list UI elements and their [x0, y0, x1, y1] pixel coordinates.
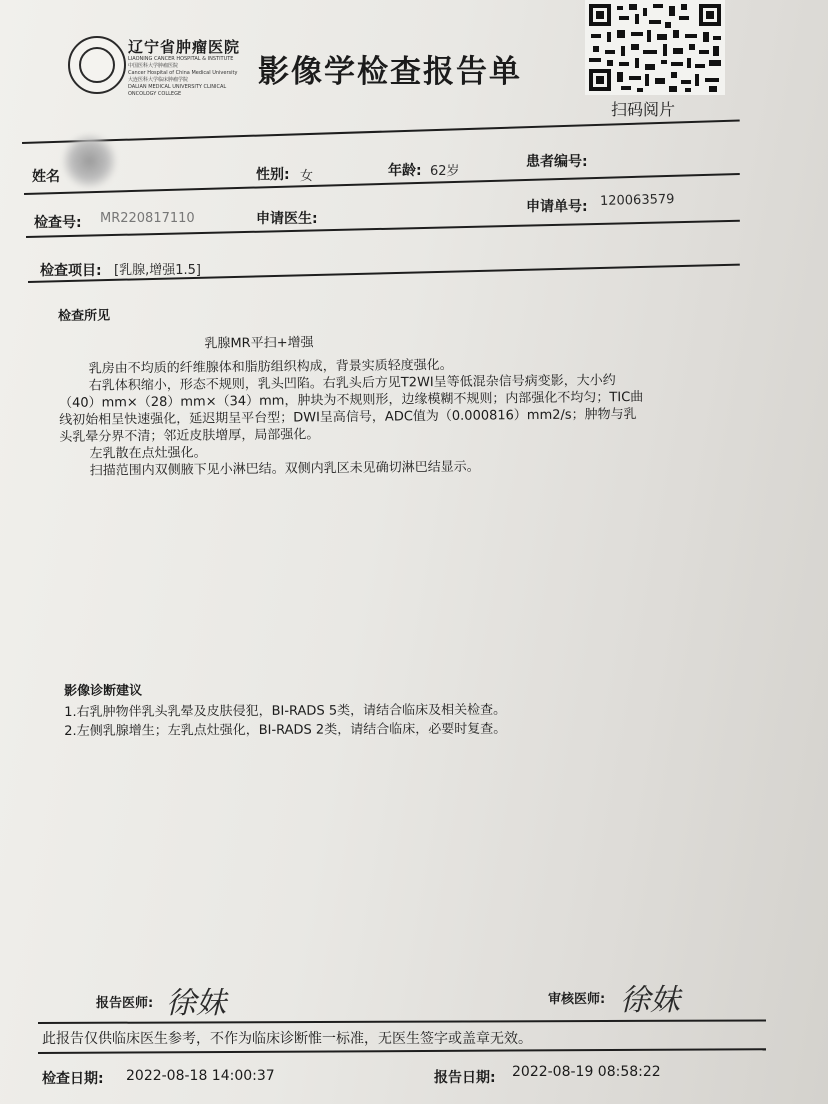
review-doctor-signature: 徐妹	[620, 983, 680, 1018]
divider	[38, 1019, 766, 1024]
request-no-label: 申请单号:	[526, 199, 588, 215]
age-value: 62岁	[430, 164, 460, 179]
item-value: [乳腺,增强1.5]	[114, 263, 201, 278]
hospital-name: 辽宁省肿瘤医院	[128, 38, 241, 56]
age-label: 年龄:	[388, 163, 422, 179]
diagnosis-item: 1.右乳肿物伴乳头乳晕及皮肤侵犯，BI-RADS 5类，请结合临床及相关检查。	[64, 702, 507, 720]
report-date-label: 报告日期:	[434, 1070, 496, 1086]
name-label: 姓名	[32, 169, 60, 185]
findings-text	[59, 354, 720, 480]
findings-line: 线初始相呈快速强化，延迟期呈平台型；DWI呈高信号，ADC值为（0.000816）mm2/s；肿物与乳	[59, 406, 637, 428]
diagnosis-item: 2.左侧乳腺增生；左乳点灶强化，BI-RADS 2类，请结合临床，必要时复查。	[64, 721, 507, 739]
divider	[24, 173, 740, 195]
qr-code-icon[interactable]	[585, 0, 725, 95]
findings-section	[58, 298, 720, 480]
report-title: 影像学检查报告单	[258, 54, 522, 90]
gender-label: 性别:	[256, 167, 290, 183]
divider	[22, 119, 740, 144]
findings-line: 扫描范围内双侧腋下见小淋巴结。双侧内乳区未见确切淋巴结显示。	[89, 459, 480, 479]
exam-date-label: 检查日期:	[42, 1071, 104, 1087]
request-no-value: 120063579	[599, 192, 675, 209]
doctor-label: 申请医生:	[256, 211, 318, 227]
exam-no-label: 检查号:	[34, 215, 82, 231]
exam-no-value: MR220817110	[100, 211, 195, 226]
review-doctor-label: 审核医师:	[548, 992, 606, 1007]
findings-title: 检查所见	[58, 308, 111, 324]
report-doctor-label: 报告医师:	[96, 996, 154, 1011]
item-label: 检查项目:	[40, 263, 102, 279]
qr-caption: 扫码阅片	[611, 100, 676, 119]
findings-line: 左乳散在点灶强化。	[89, 445, 207, 462]
findings-line: 右乳体积缩小，形态不规则，乳头凹陷。右乳头后方见T2WI呈等低混杂信号病变影，大小约	[88, 373, 616, 394]
findings-line: 头乳晕分界不清；邻近皮肤增厚，局部强化。	[59, 427, 320, 445]
divider	[38, 1048, 766, 1054]
gender-value: 女	[300, 169, 314, 184]
disclaimer: 此报告仅供临床医生参考，不作为临床诊断惟一标准，无医生签字或盖章无效。	[42, 1031, 532, 1047]
diagnosis-title: 影像诊断建议	[64, 683, 143, 699]
hospital-subtitle: LIAONING CANCER HOSPITAL & INSTITUTE 中国医科大学肿瘤医院 Cancer Hospital of China Medical University 大连医科大学临床肿瘤学院 DALIAN MEDICAL UNIVERSITY CLINICAL ONCOLOGY COLLEGE	[128, 56, 238, 97]
findings-line: （40）mm×（28）mm×（34）mm，肿块为不规则形，边缘模糊不规则；内部强化不均匀；TIC曲	[58, 389, 644, 411]
exam-date-value: 2022-08-18 14:00:37	[126, 1068, 275, 1084]
report-date-value: 2022-08-19 08:58:22	[512, 1064, 661, 1080]
patient-no-label: 患者编号:	[526, 154, 588, 170]
findings-subheading: 乳腺MR平扫+增强	[204, 335, 314, 352]
findings-line: 乳房由不均质的纤维腺体和脂肪组织构成，背景实质轻度强化。	[88, 357, 453, 377]
report-doctor-signature: 徐妹	[166, 986, 226, 1021]
hospital-logo-icon	[68, 36, 126, 94]
redacted-name	[62, 133, 117, 189]
diagnosis-section	[64, 677, 704, 741]
